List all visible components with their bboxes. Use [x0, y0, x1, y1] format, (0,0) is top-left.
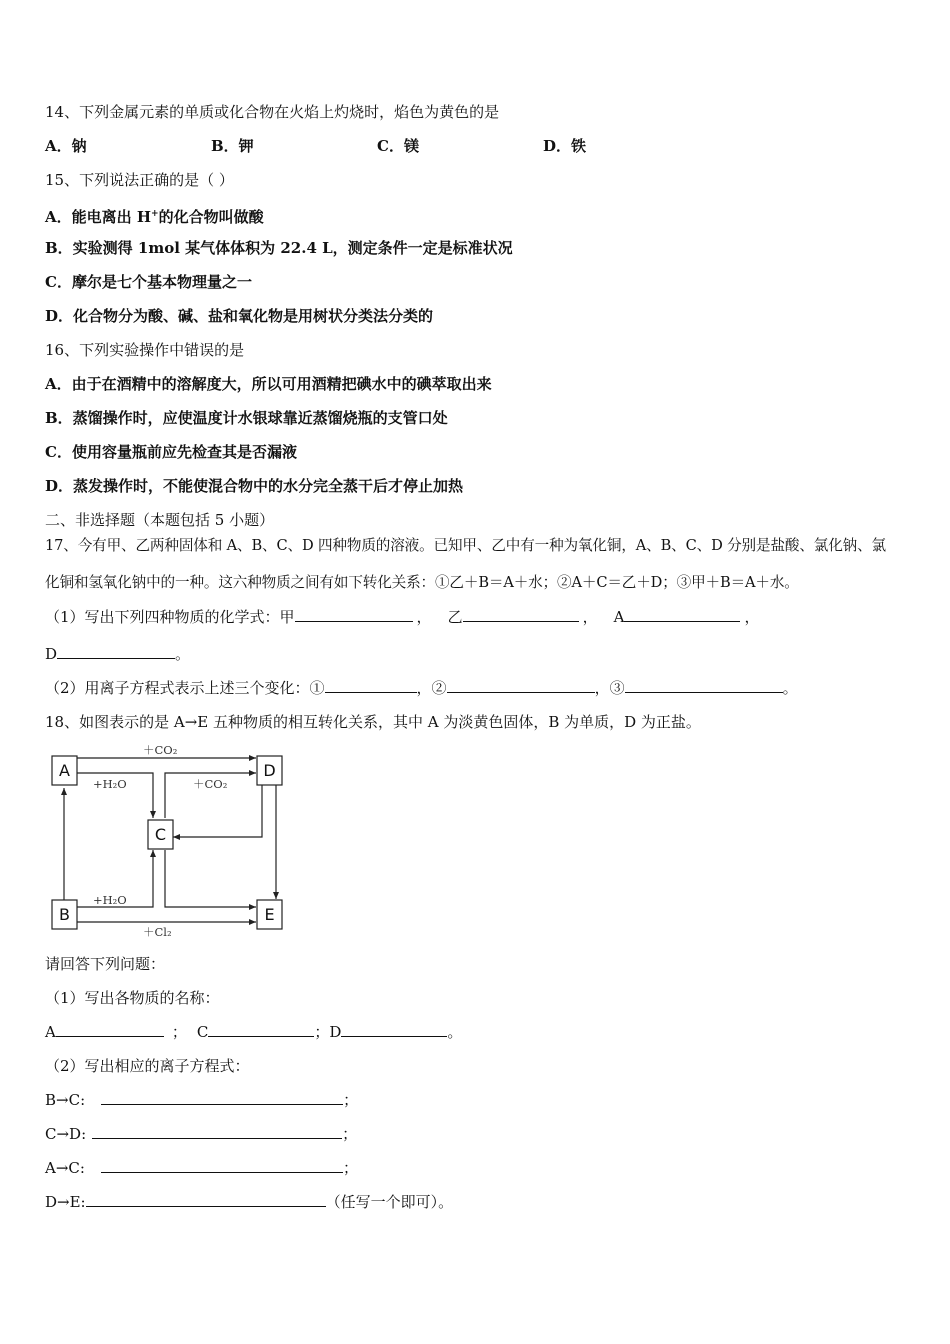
q17-end: 。 — [782, 679, 798, 697]
q17-part2 — [45, 678, 798, 698]
q17-label-yi: 乙 — [447, 608, 463, 626]
node-c-label: C — [154, 825, 167, 844]
q17-blank-jia[interactable] — [295, 607, 413, 622]
q17-part1 — [45, 607, 759, 627]
q18-eq-bc-label: B→C: — [45, 1091, 86, 1109]
node-a-label: A — [59, 761, 70, 780]
q16-option-a: A．由于在酒精中的溶解度大，所以可用酒精把碘水中的碘萃取出来 — [45, 375, 492, 393]
q17-part1-cont — [45, 644, 190, 664]
q18-end: 。 — [447, 1023, 463, 1041]
label-b-e-cl2: ＋Cl₂ — [143, 925, 172, 939]
q18-blank-de[interactable] — [86, 1192, 326, 1207]
q18-blank-cd[interactable] — [92, 1124, 342, 1139]
q17-sep: ，② — [416, 679, 447, 697]
q17-blank-a[interactable] — [624, 607, 740, 622]
q17-sep: ， — [416, 608, 432, 626]
q15-stem: 15、下列说法正确的是（ ） — [45, 171, 234, 189]
q18-eq-de-label: D→E: — [45, 1193, 86, 1211]
q15-option-a — [45, 204, 264, 227]
q17-end: 。 — [175, 645, 191, 663]
q18-blank-c[interactable] — [208, 1022, 314, 1037]
q17-blank-eq1[interactable] — [325, 678, 417, 693]
q15-option-a-post: 的化合物叫做酸 — [158, 208, 264, 226]
q16-option-d: D．蒸发操作时，不能使混合物中的水分完全蒸干后才停止加热 — [45, 477, 464, 495]
section-2-heading: 二、非选择题（本题包括 5 小题） — [45, 511, 275, 529]
q18-blank-a[interactable] — [56, 1022, 164, 1037]
q18-part1-label: （1）写出各物质的名称： — [45, 989, 220, 1007]
q18-blank-ac[interactable] — [101, 1158, 343, 1173]
q14-option-d: D．铁 — [543, 137, 587, 155]
q18-eq-bc — [45, 1090, 358, 1110]
q17-part2-label: （2）用离子方程式表示上述三个变化：① — [45, 679, 325, 697]
q14-options — [45, 136, 586, 156]
q17-blank-yi[interactable] — [463, 607, 579, 622]
q14-option-c: C．镁 — [377, 137, 419, 155]
q18-semicolon: ； — [342, 1125, 358, 1143]
q17-blank-d[interactable] — [57, 644, 175, 659]
q18-eq-cd — [45, 1124, 357, 1144]
q18-part1-blanks — [45, 1022, 462, 1042]
q18-eq-cd-label: C→D: — [45, 1125, 87, 1143]
q18-transformation-diagram — [45, 740, 295, 940]
label-a-d-co2: ＋CO₂ — [143, 743, 178, 757]
q18-sep: ； — [171, 1023, 187, 1041]
q17-part1-label: （1）写出下列四种物质的化学式：甲 — [45, 608, 295, 626]
q18-sep-d: ；D — [314, 1023, 342, 1041]
label-a-c-h2o: +H₂O — [93, 777, 127, 791]
q17-label-a: A — [613, 608, 625, 626]
q17-sep: ，③ — [594, 679, 625, 697]
q15-option-a-pre: A．能电离出 H — [45, 208, 152, 226]
node-b-label: B — [59, 905, 70, 924]
arrow-c-to-e — [165, 850, 256, 907]
q17-stem-line2: 化铜和氢氧化钠中的一种。这六种物质之间有如下转化关系：①乙＋B＝A＋水；②A＋C＝乙＋D；③甲＋B＝A＋水。 — [45, 574, 799, 591]
label-c-d-co2: ＋CO₂ — [193, 777, 228, 791]
q18-eq-ac — [45, 1158, 358, 1178]
q17-sep: ， — [744, 608, 760, 626]
q15-option-c: C．摩尔是七个基本物理量之一 — [45, 273, 252, 291]
q16-option-c: C．使用容量瓶前应先检查其是否漏液 — [45, 443, 297, 461]
q18-label-c: C — [196, 1023, 209, 1041]
q18-eq-de — [45, 1192, 453, 1212]
q17-stem-line1: 17、今有甲、乙两种固体和 A、B、C、D 四种物质的溶液。已知甲、乙中有一种为氧化铜，A、B、C、D 分别是盐酸、氯化钠、氯 — [45, 537, 886, 554]
q15-option-d: D．化合物分为酸、碱、盐和氧化物是用树状分类法分类的 — [45, 307, 434, 325]
q16-stem: 16、下列实验操作中错误的是 — [45, 341, 245, 359]
q14-option-b: B．钾 — [211, 137, 254, 155]
q18-prompt: 请回答下列问题： — [45, 955, 166, 973]
q15-option-b: B．实验测得 1mol 某气体体积为 22.4 L，测定条件一定是标准状况 — [45, 239, 513, 257]
q18-semicolon: ； — [343, 1091, 359, 1109]
q17-sep: ， — [582, 608, 598, 626]
node-d-label: D — [263, 761, 276, 780]
q15-option-a-sup: + — [151, 209, 159, 219]
q18-stem: 18、如图表示的是 A→E 五种物质的相互转化关系，其中 A 为淡黄色固体，B 为单质，D 为正盐。 — [45, 713, 701, 731]
q18-eq-ac-label: A→C: — [45, 1159, 85, 1177]
label-b-c-h2o: +H₂O — [93, 893, 127, 907]
q18-blank-d[interactable] — [341, 1022, 447, 1037]
q18-part2-label: （2）写出相应的离子方程式： — [45, 1057, 250, 1075]
q16-option-b: B．蒸馏操作时，应使温度计水银球靠近蒸馏烧瓶的支管口处 — [45, 409, 448, 427]
q14-stem: 14、下列金属元素的单质或化合物在火焰上灼烧时，焰色为黄色的是 — [45, 103, 500, 121]
q18-semicolon: ； — [342, 1159, 358, 1177]
q17-label-d: D — [45, 645, 58, 663]
q18-blank-bc[interactable] — [101, 1090, 343, 1105]
q17-blank-eq2[interactable] — [447, 678, 595, 693]
q14-option-a: A．钠 — [45, 137, 87, 155]
q17-blank-eq3[interactable] — [625, 678, 783, 693]
q18-de-note: （任写一个即可）。 — [325, 1193, 454, 1211]
arrow-d-to-c — [173, 785, 262, 837]
q18-label-a: A — [45, 1023, 56, 1041]
node-e-label: E — [264, 905, 275, 924]
